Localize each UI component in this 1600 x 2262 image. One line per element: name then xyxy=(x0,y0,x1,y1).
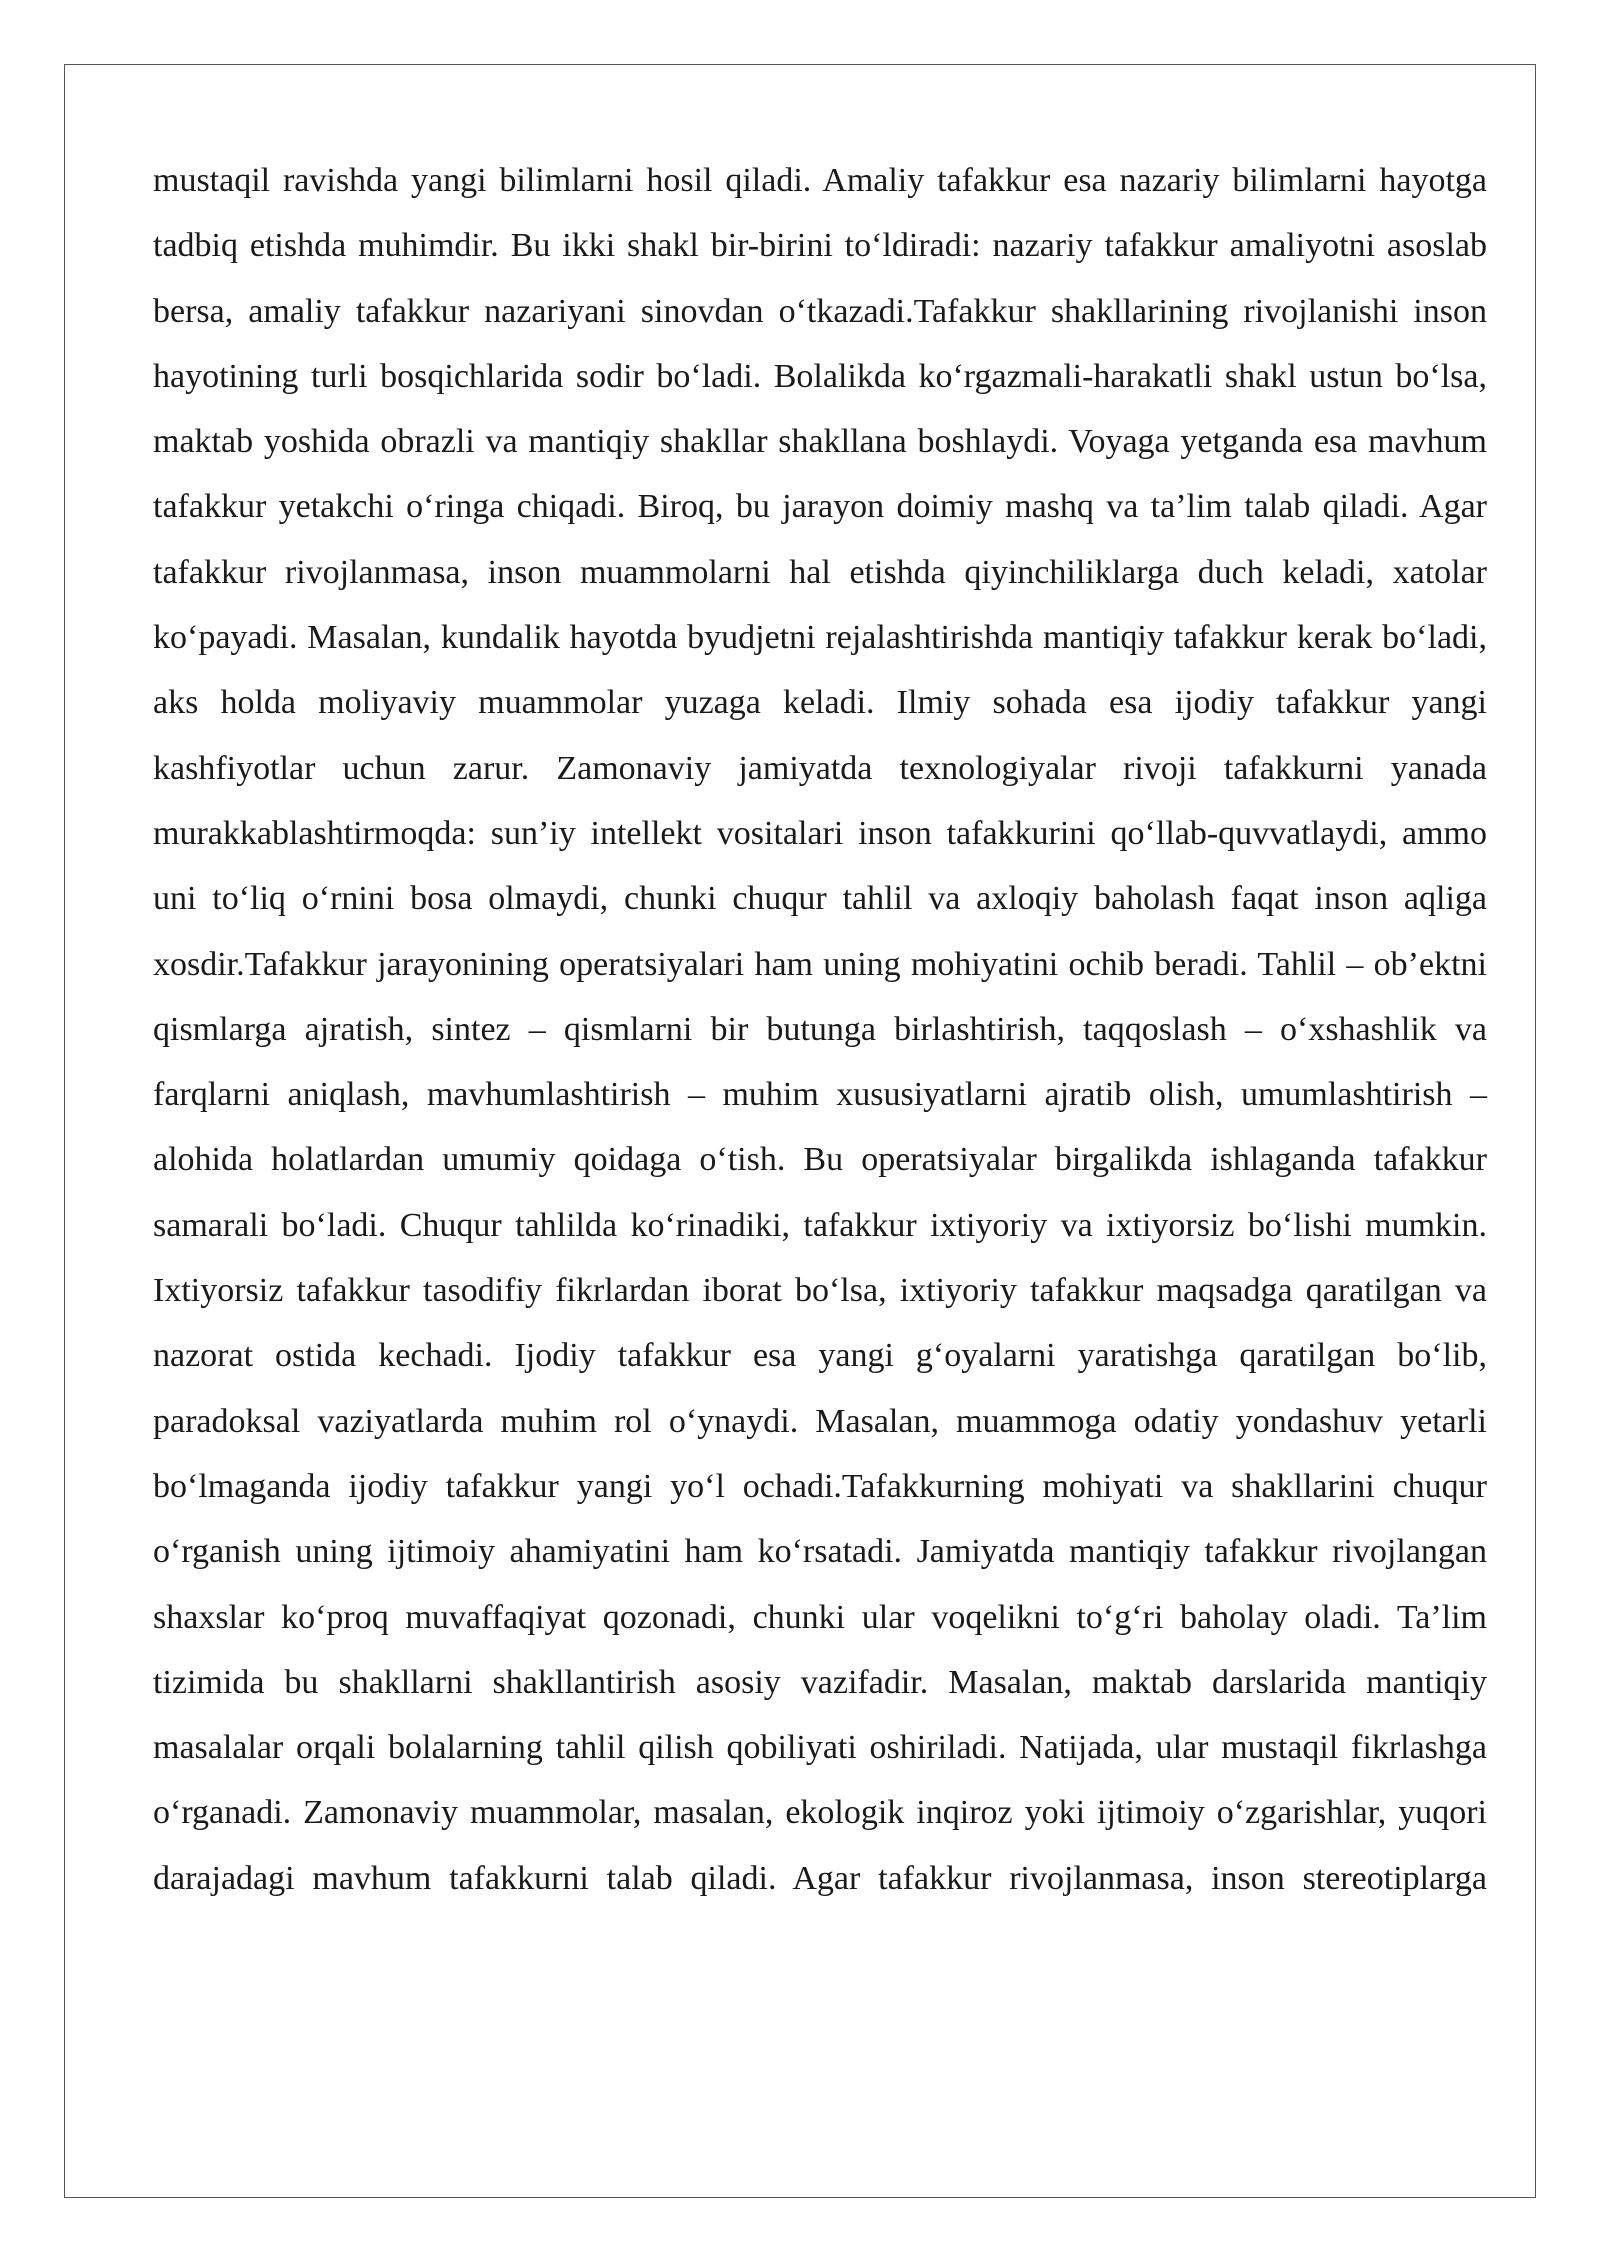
body-paragraph: mustaqil ravishda yangi bilimlarni hosil qiladi. Amaliy tafakkur esa nazariy bilimlarni hayotga tadbiq etishda muhimdir. Bu ikki shakl bir-birini to‘ldiradi: nazariy tafakkur amaliyotni asoslab bersa, amaliy tafakkur nazariyani sinovdan o‘tkazadi.Tafakkur shakllarining rivojlanishi inson hayotining turli bosqichlarida sodir bo‘ladi. Bolalikda ko‘rgazmali-harakatli shakl ustun bo‘lsa, maktab yoshida obrazli va mantiqiy shakllar shakllana boshlaydi. Voyaga yetganda esa mavhum tafakkur yetakchi o‘ringa chiqadi. Biroq, bu jarayon doimiy mashq va ta’lim talab qiladi. Agar tafakkur rivojlanmasa, inson muammolarni hal etishda qiyinchiliklarga duch keladi, xatolar ko‘payadi. Masalan, kundalik hayotda byudjetni rejalashtirishda mantiqiy tafakkur kerak bo‘ladi, aks holda moliyaviy muammolar yuzaga keladi. Ilmiy sohada esa ijodiy tafakkur yangi kashfiyotlar uchun zarur. Zamonaviy jamiyatda texnologiyalar rivoji tafakkurni yanada murakkablashtirmoqda: sun’iy intellekt vositalari inson tafakkurini qo‘llab-quvvatlaydi, ammo uni to‘liq o‘rnini bosa olmaydi, chunki chuqur tahlil va axloqiy baholash faqat inson aqliga xosdir.Tafakkur jarayonining operatsiyalari ham uning mohiyatini ochib beradi. Tahlil – ob’ektni qismlarga ajratish, sintez – qismlarni bir butunga birlashtirish, taqqoslash – o‘xshashlik va farqlarni aniqlash, mavhumlashtirish – muhim xususiyatlarni ajratib olish, umumlashtirish – alohida holatlardan umumiy qoidaga o‘tish. Bu operatsiyalar birgalikda ishlaganda tafakkur samarali bo‘ladi. Chuqur tahlilda ko‘rinadiki, tafakkur ixtiyoriy va ixtiyorsiz bo‘lishi mumkin. Ixtiyorsiz tafakkur tasodifiy fikrlardan iborat bo‘lsa, ixtiyoriy tafakkur maqsadga qaratilgan va nazorat ostida kechadi. Ijodiy tafakkur esa yangi g‘oyalarni yaratishga qaratilgan bo‘lib, paradoksal vaziyatlarda muhim rol o‘ynaydi. Masalan, muammoga odatiy yondashuv yetarli bo‘lmaganda ijodiy tafakkur yangi yo‘l ochadi.Tafakkurning mohiyati va shakllarini chuqur o‘rganish uning ijtimoiy ahamiyatini ham ko‘rsatadi. Jamiyatda mantiqiy tafakkur rivojlangan shaxslar ko‘proq muvaffaqiyat qozonadi, chunki ular voqelikni to‘g‘ri baholay oladi. Ta’lim tizimida bu shakllarni shakllantirish asosiy vazifadir. Masalan, maktab darslarida mantiqiy masalalar orqali bolalarning tahlil qilish qobiliyati oshiriladi. Natijada, ular mustaqil fikrlashga o‘rganadi. Zamonaviy muammolar, masalan, ekologik inqiroz yoki ijtimoiy o‘zgarishlar, yuqori darajadagi mavhum tafakkurni talab qiladi. Agar tafakkur rivojlanmasa, inson stereotiplarga xyxy=(153,162,1487,1897)
